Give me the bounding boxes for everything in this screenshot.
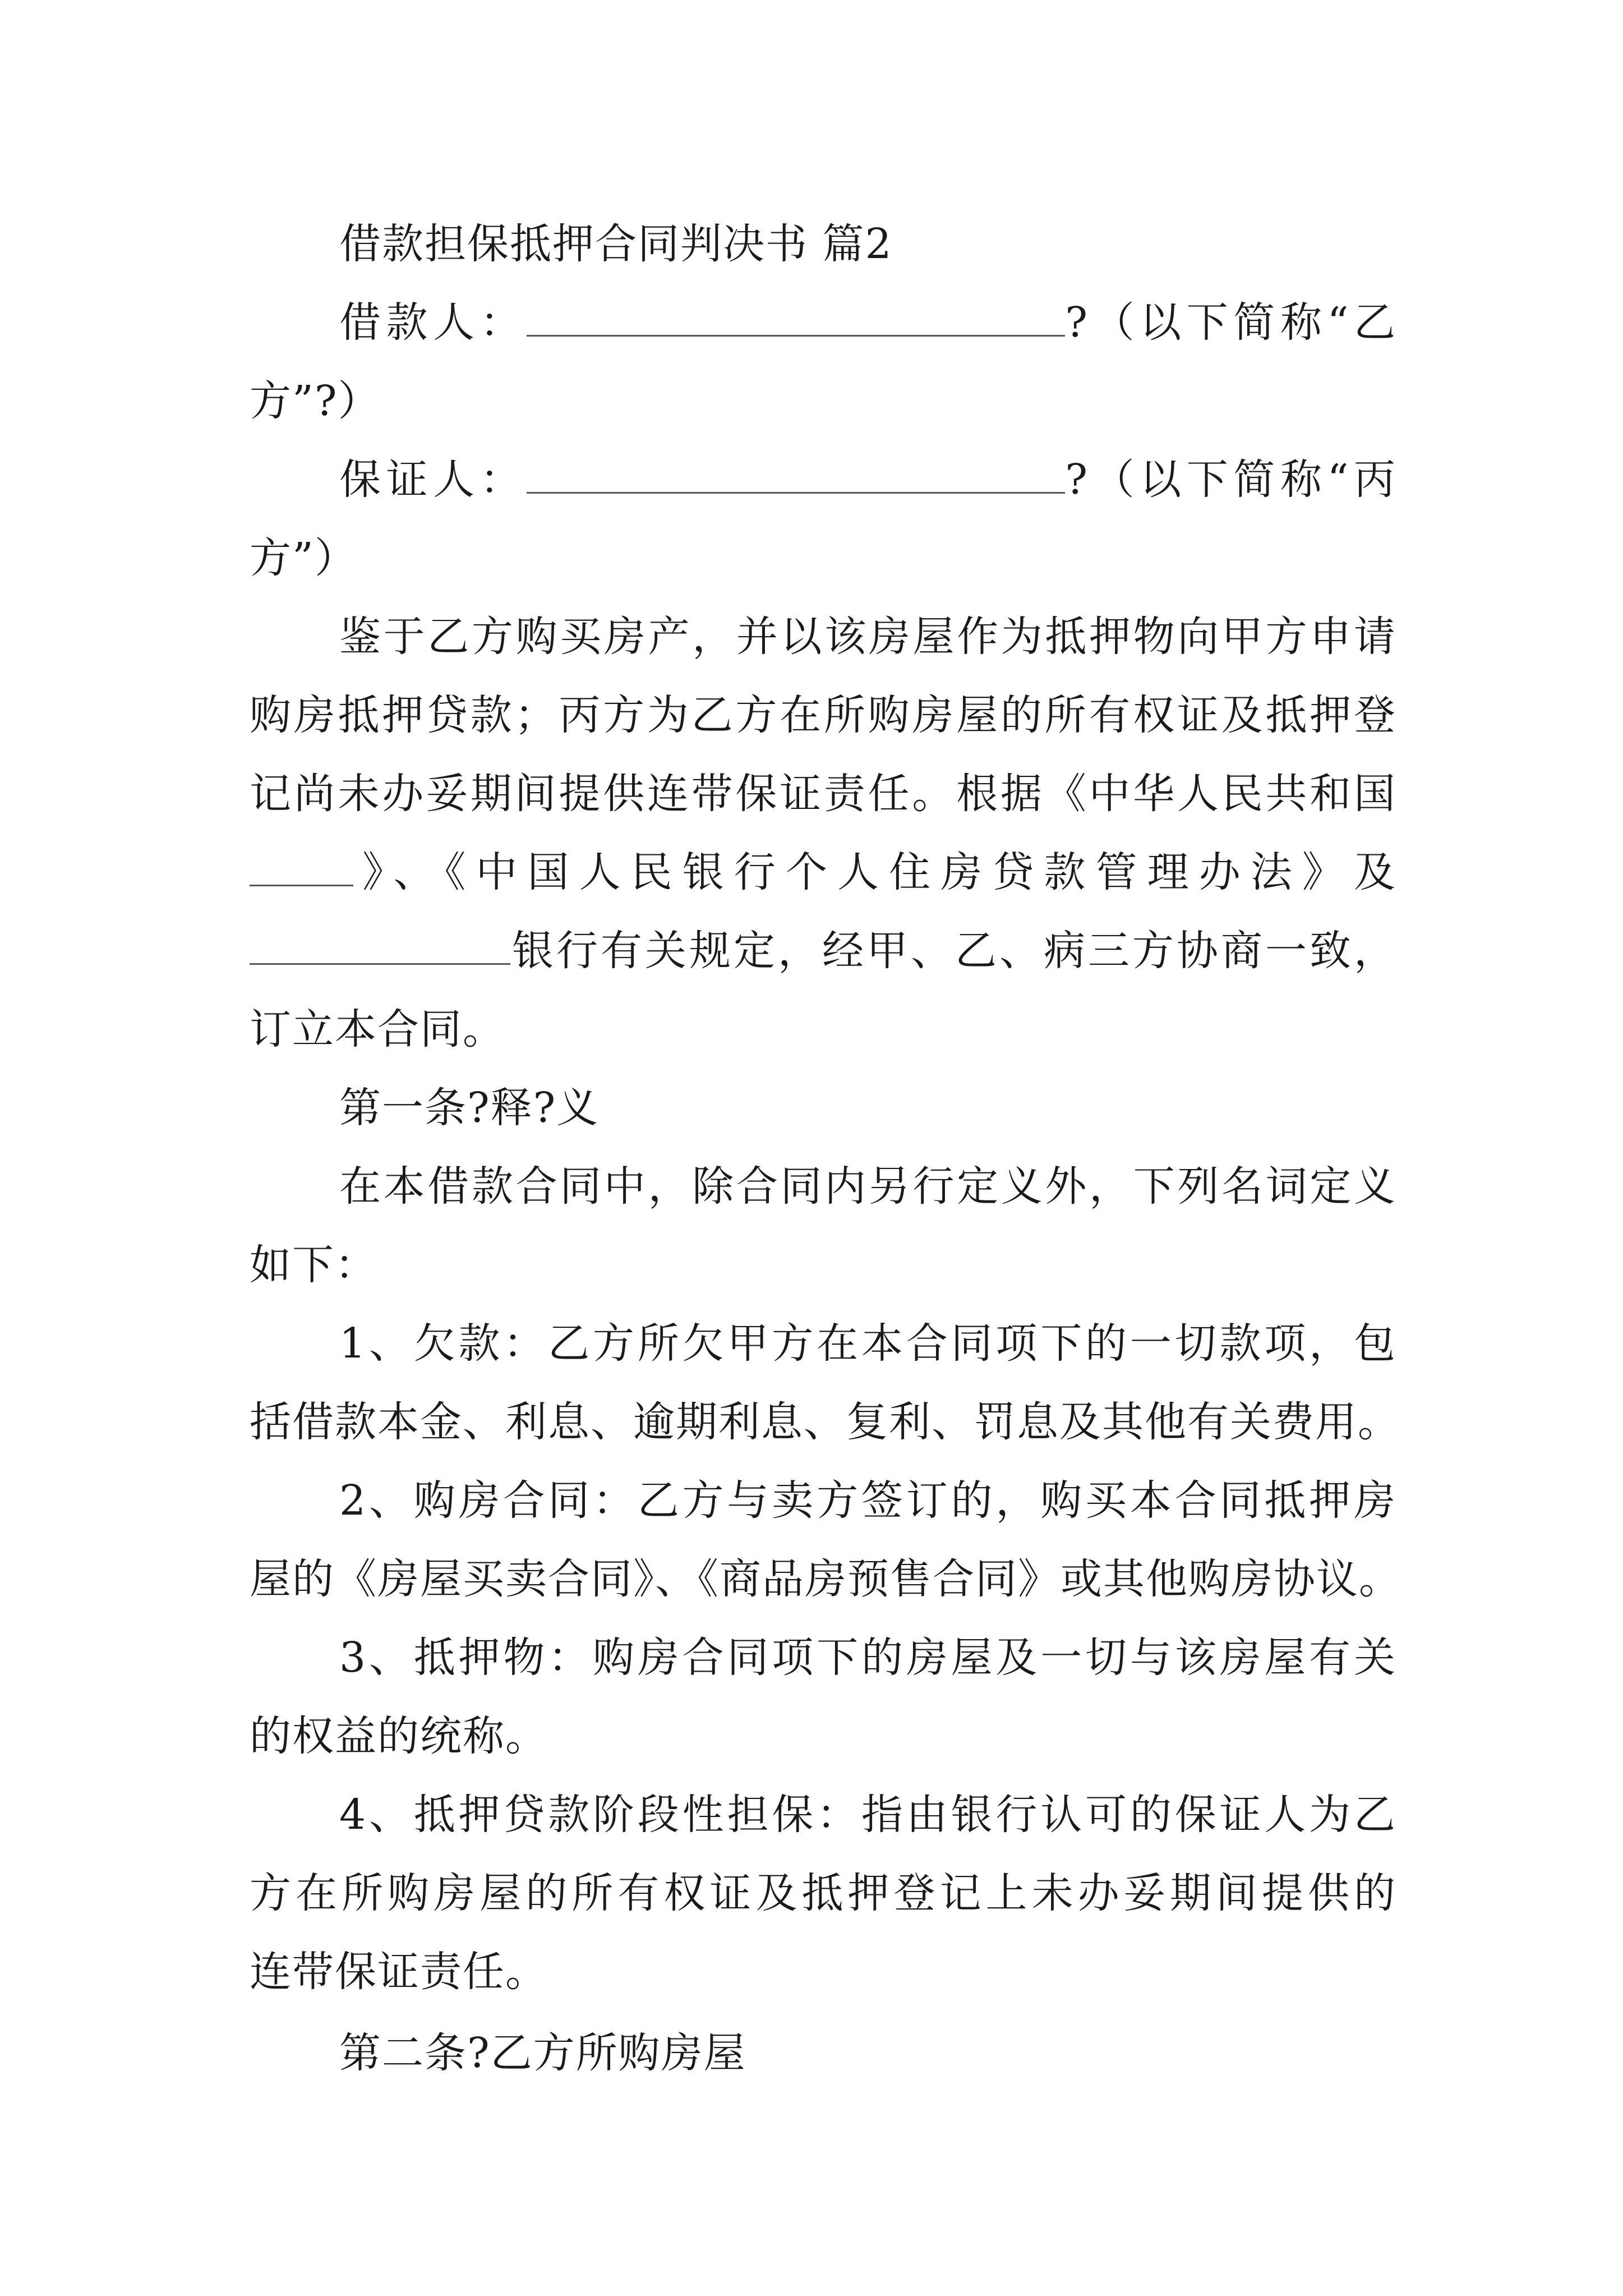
definition-4: 连带保证责任。 bbox=[250, 1948, 548, 1996]
borrower-line bbox=[339, 295, 1396, 351]
definitions-intro: 在本借款合同中，除合同内另行定义外，下列名词定义 bbox=[339, 1162, 1396, 1211]
guarantor-line bbox=[339, 452, 1396, 508]
preamble-line: 记尚未办妥期间提供连带保证责任。根据《中华人民共和国 bbox=[250, 770, 1396, 818]
preamble-line: 鉴于乙方购买房产，并以该房屋作为抵押物向甲方申请 bbox=[339, 613, 1396, 661]
bank-name-blank[interactable] bbox=[250, 924, 510, 965]
definition-4: 方在所购房屋的所有权证及抵押登记上未办妥期间提供的 bbox=[250, 1869, 1396, 1917]
guarantor-suffix: ?（以下简称“丙 bbox=[1065, 455, 1396, 504]
definition-3: 3、抵押物：购房合同项下的房屋及一切与该房屋有关 bbox=[339, 1634, 1396, 1682]
law-name-blank[interactable] bbox=[250, 845, 353, 886]
definition-1: 括借款本金、利息、逾期利息、复利、罚息及其他有关费用。 bbox=[250, 1398, 1400, 1446]
borrower-line-continued: 方”?） bbox=[250, 377, 381, 425]
borrower-suffix: ?（以下简称“乙 bbox=[1065, 298, 1396, 347]
definition-4: 4、抵押贷款阶段性担保：指由银行认可的保证人为乙 bbox=[339, 1791, 1396, 1839]
preamble-line: 》、《中国人民银行个人住房贷款管理办法》及 bbox=[250, 844, 1396, 900]
preamble-line: 银行有关规定，经甲、乙、病三方协商一致， bbox=[250, 923, 1396, 979]
document-title: 借款担保抵押合同判决书 篇2 bbox=[339, 220, 893, 268]
definitions-intro: 如下： bbox=[250, 1241, 377, 1289]
definition-2: 屋的《房屋买卖合同》、《商品房预售合同》或其他购房协议。 bbox=[250, 1555, 1401, 1603]
preamble-line: 订立本合同。 bbox=[250, 1005, 505, 1053]
borrower-label: 借款人： bbox=[339, 298, 527, 347]
guarantor-line-continued: 方”） bbox=[250, 534, 357, 582]
article-2-heading: 第二条?乙方所购房屋 bbox=[339, 2029, 746, 2077]
preamble-line: 购房抵押贷款；丙方为乙方在所购房屋的所有权证及抵押登 bbox=[250, 691, 1396, 739]
article-1-heading: 第一条?释?义 bbox=[339, 1084, 600, 1132]
definition-1: 1、欠款：乙方所欠甲方在本合同项下的一切款项，包 bbox=[339, 1319, 1396, 1368]
guarantor-blank[interactable] bbox=[527, 453, 1065, 494]
guarantor-label: 保证人： bbox=[339, 455, 527, 504]
definition-2: 2、购房合同：乙方与卖方签订的，购买本合同抵押房 bbox=[339, 1476, 1396, 1525]
borrower-blank[interactable] bbox=[527, 296, 1065, 337]
definition-3: 的权益的统称。 bbox=[250, 1712, 548, 1760]
